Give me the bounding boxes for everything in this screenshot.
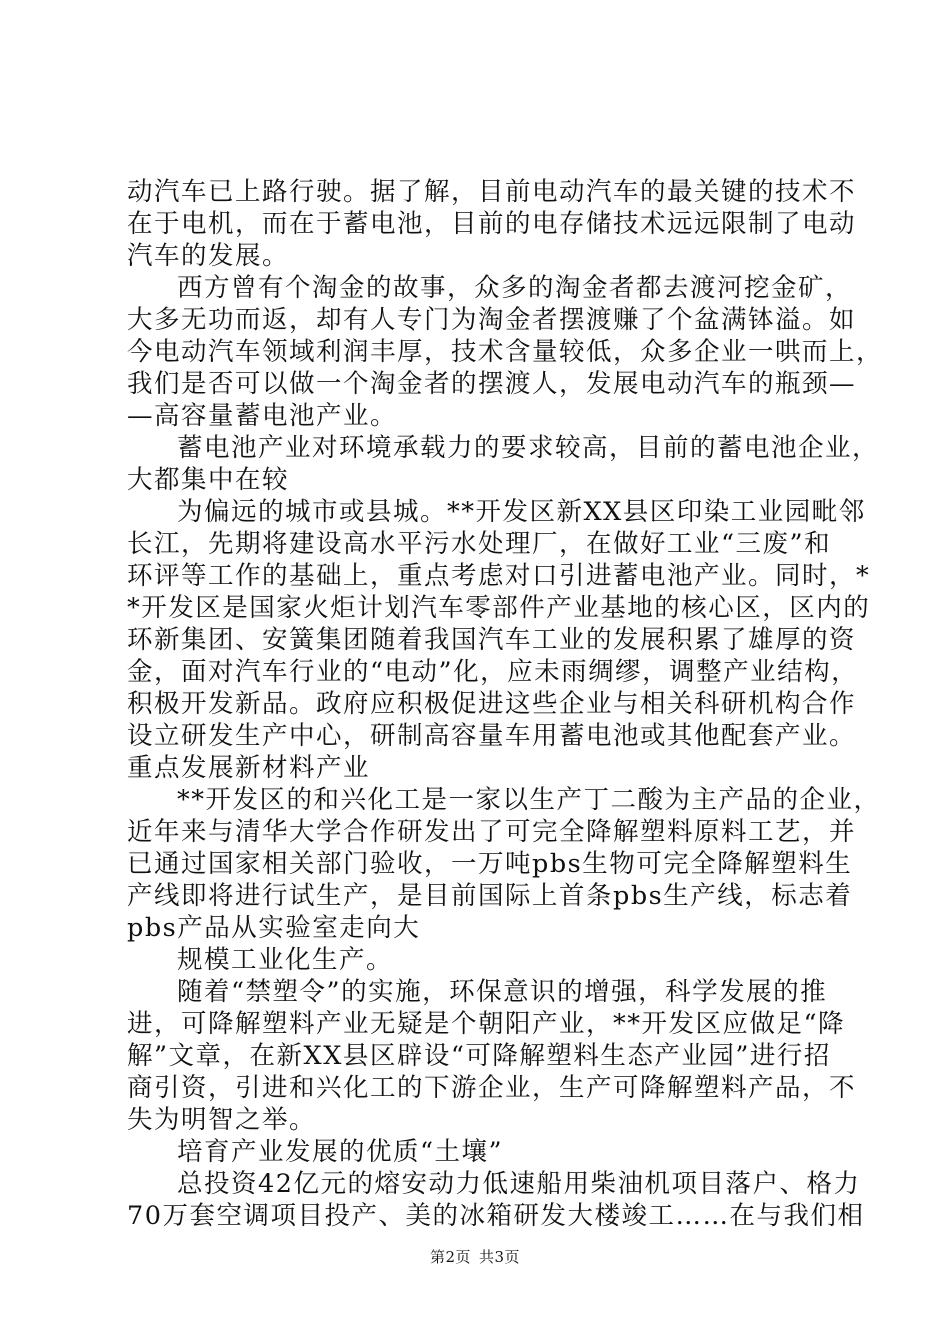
text-line: 失为明智之举。 — [127, 1105, 317, 1135]
text-line: 积极开发新品。政府应积极促进这些企业与相关科研机构合作 — [127, 689, 857, 719]
paragraph-start-line: 随着“禁塑令”的实施，环保意识的增强，科学发展的推 — [177, 977, 828, 1007]
text-line: 解”文章，在新XX县区辟设“可降解塑料生态产业园”进行招 — [127, 1041, 831, 1071]
text-line: 今电动汽车领域利润丰厚，技术含量较低，众多企业一哄而上， — [127, 337, 884, 367]
paragraph-start-line: **开发区的和兴化工是一家以生产丁二酸为主产品的企业， — [177, 785, 881, 815]
text-line: pbs产品从实验室走向大 — [127, 913, 421, 943]
text-line: 近年来与清华大学合作研发出了可完全降解塑料原料工艺，并 — [127, 817, 857, 847]
paragraph-start-line: 西方曾有个淘金的故事，众多的淘金者都去渡河挖金矿， — [177, 273, 853, 303]
page-footer — [0, 1247, 950, 1267]
text-line: 商引资，引进和兴化工的下游企业，生产可降解塑料产品，不 — [127, 1073, 857, 1103]
paragraph-start-line: 为偏远的城市或县城。**开发区新XX县区印染工业园毗邻 — [177, 497, 866, 527]
text-line: 70万套空调项目投产、美的冰箱研发大楼竣工……在与我们相 — [127, 1201, 865, 1231]
text-line: 动汽车已上路行驶。据了解，目前电动汽车的最关键的技术不 — [127, 177, 857, 207]
text-line: —高容量蓄电池产业。 — [127, 401, 398, 431]
text-line: 大多无功而返，却有人专门为淘金者摆渡赚了个盆满钵溢。如 — [127, 305, 857, 335]
text-line: 环新集团、安簧集团随着我国汽车工业的发展积累了雄厚的资 — [127, 625, 857, 655]
text-line: 进，可降解塑料产业无疑是个朝阳产业，**开发区应做足“降 — [127, 1009, 846, 1039]
section-heading: 培育产业发展的优质“土壤” — [177, 1137, 504, 1167]
paragraph-start-line: 规模工业化生产。 — [177, 945, 394, 975]
text-line: 金，面对汽车行业的“电动”化，应未雨绸缪，调整产业结构， — [127, 657, 859, 687]
section-heading: 重点发展新材料产业 — [127, 753, 371, 783]
paragraph-start-line: 蓄电池产业对环境承载力的要求较高，目前的蓄电池企业， — [177, 433, 880, 463]
page-total: 共3页 — [479, 1248, 521, 1266]
text-line: 已通过国家相关部门验收，一万吨pbs生物可完全降解塑料生 — [127, 849, 853, 879]
text-line: 在于电机，而在于蓄电池，目前的电存储技术远远限制了电动 — [127, 209, 857, 239]
text-line: 设立研发生产中心，研制高容量车用蓄电池或其他配套产业。 — [127, 721, 857, 751]
text-line: 大都集中在较 — [127, 465, 290, 495]
text-line: 汽车的发展。 — [127, 241, 290, 271]
text-line: 产线即将进行试生产，是目前国际上首条pbs生产线，标志着 — [127, 881, 853, 911]
page-number: 第2页 — [429, 1248, 471, 1266]
text-line: *开发区是国家火炬计划汽车零部件产业基地的核心区，区内的 — [127, 593, 871, 623]
text-line: 我们是否可以做一个淘金者的摆渡人，发展电动汽车的瓶颈— — [127, 369, 857, 399]
text-line: 环评等工作的基础上，重点考虑对口引进蓄电池产业。同时，* — [127, 561, 871, 591]
paragraph-start-line: 总投资42亿元的熔安动力低速船用柴油机项目落户、格力 — [177, 1169, 861, 1199]
text-line: 长江，先期将建设高水平污水处理厂，在做好工业“三废”和 — [127, 529, 832, 559]
